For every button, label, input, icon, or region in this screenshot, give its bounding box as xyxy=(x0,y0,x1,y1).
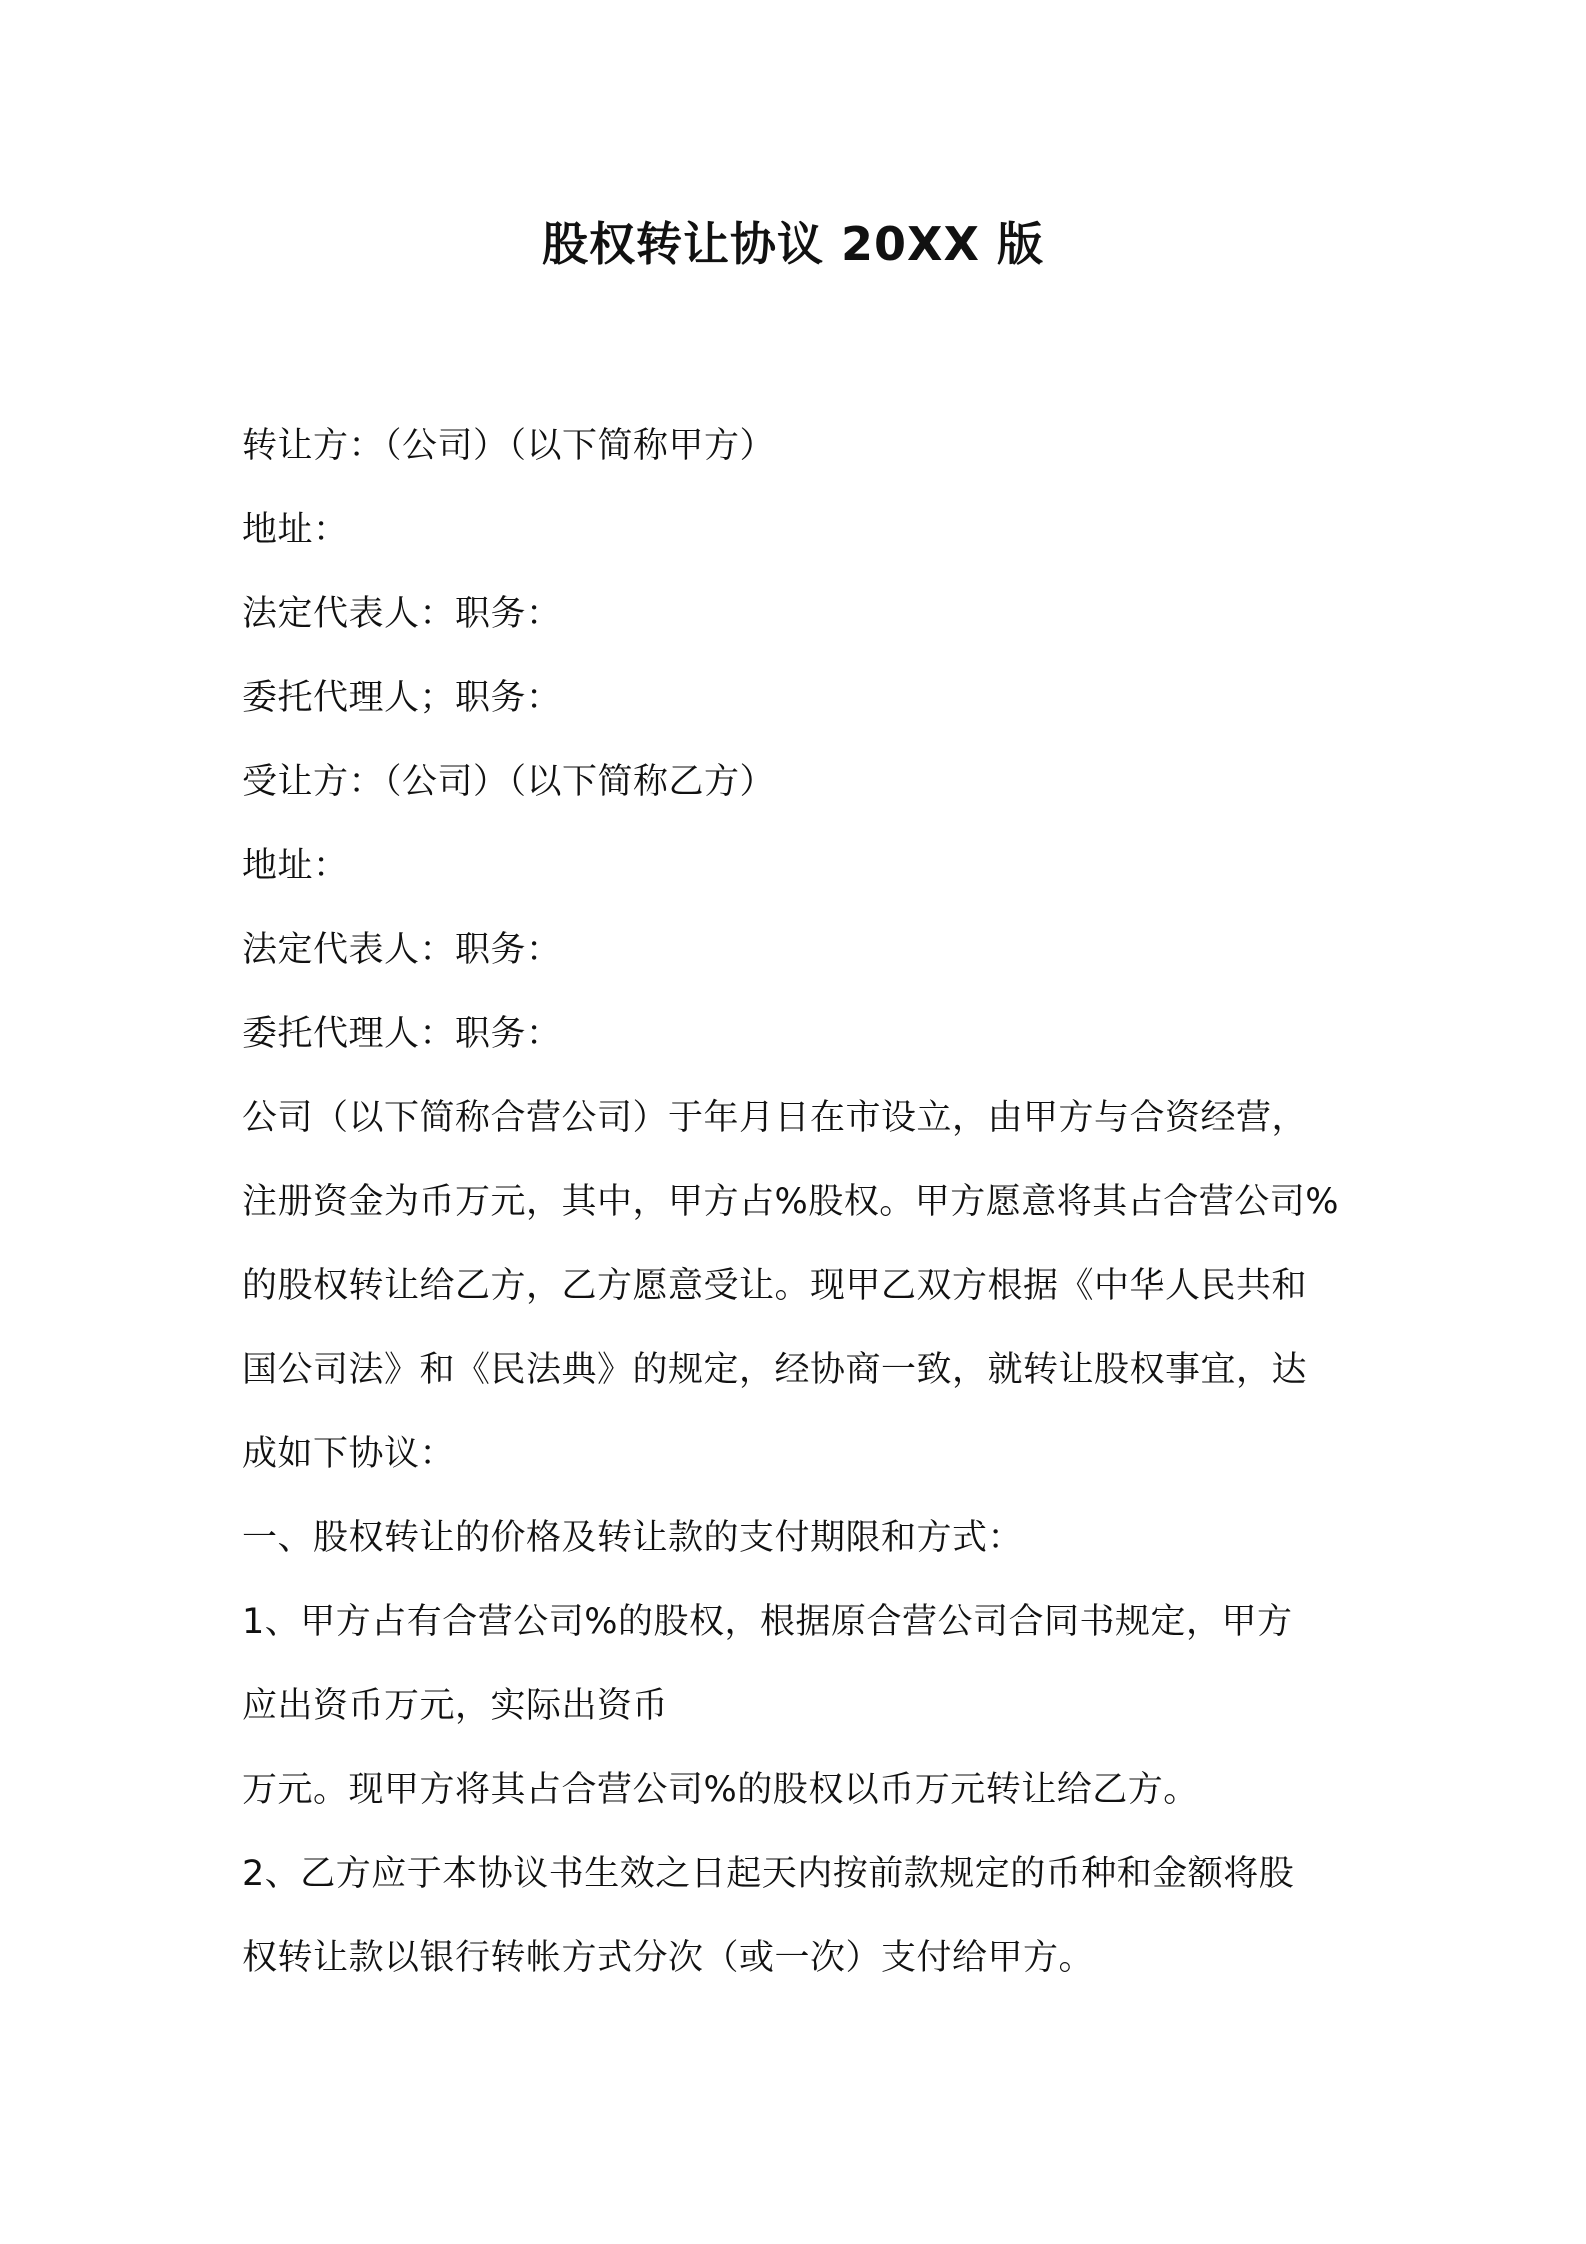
clause-line: 2、乙方应于本协议书生效之日起天内按前款规定的币种和金额将股 xyxy=(242,1854,1295,1894)
section-heading: 一、股权转让的价格及转让款的支付期限和方式： xyxy=(242,1518,1024,1558)
preamble-line: 成如下协议： xyxy=(242,1434,456,1474)
preamble-line: 注册资金为币万元，其中，甲方占%股权。甲方愿意将其占合营公司% xyxy=(242,1182,1340,1222)
document-body xyxy=(242,404,1362,2000)
preamble-line: 公司（以下简称合营公司）于年月日在市设立，由甲方与合资经营， xyxy=(242,1098,1308,1138)
clause-line: 应出资币万元，实际出资币 xyxy=(242,1686,669,1726)
clause-line: 万元。现甲方将其占合营公司%的股权以币万元转让给乙方。 xyxy=(242,1770,1199,1810)
transferee-line: 受让方：（公司）（以下简称乙方） xyxy=(242,762,776,802)
preamble-line: 的股权转让给乙方，乙方愿意受让。现甲乙双方根据《中华人民共和 xyxy=(242,1266,1308,1306)
document-title: 股权转让协议 20XX 版 xyxy=(542,217,1044,271)
transferor-address-line: 地址： xyxy=(242,510,349,550)
preamble-line: 国公司法》和《民法典》的规定，经协商一致，就转让股权事宜，达 xyxy=(242,1350,1308,1390)
transferor-line: 转让方：（公司）（以下简称甲方） xyxy=(242,426,776,466)
clause-line: 1、甲方占有合营公司%的股权，根据原合营公司合同书规定，甲方 xyxy=(242,1602,1293,1642)
transferor-legal-rep-line: 法定代表人：职务： xyxy=(242,594,562,634)
transferee-address-line: 地址： xyxy=(242,846,349,886)
clause-line: 权转让款以银行转帐方式分次（或一次）支付给甲方。 xyxy=(242,1938,1095,1978)
transferee-legal-rep-line: 法定代表人：职务： xyxy=(242,930,562,970)
transferee-agent-line: 委托代理人：职务： xyxy=(242,1014,562,1054)
transferor-agent-line: 委托代理人；职务： xyxy=(242,678,562,718)
